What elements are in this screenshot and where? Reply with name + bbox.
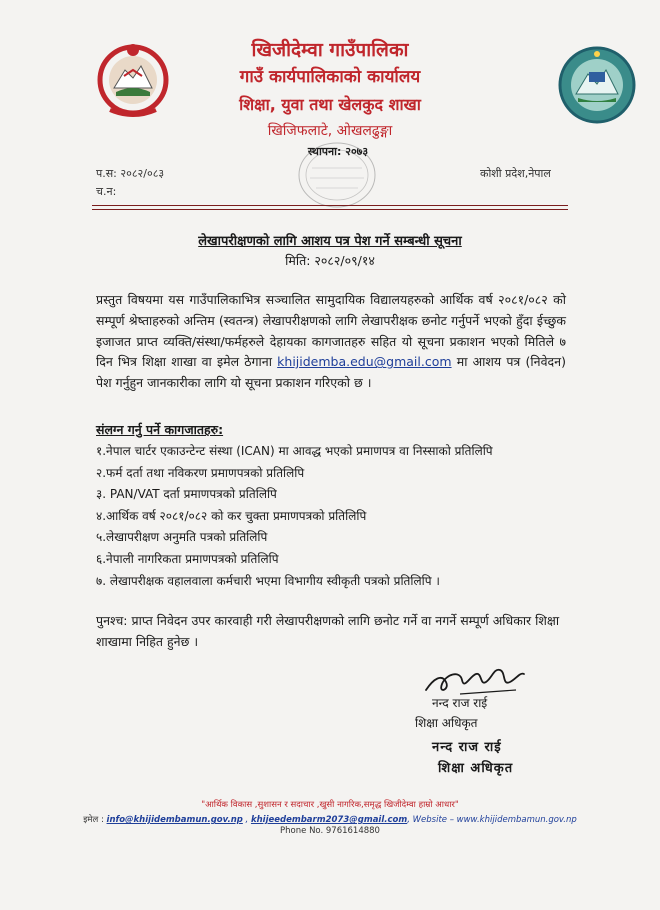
office-stamp-icon [296,140,378,210]
dispatch-number: च.न: [96,185,117,198]
organization-name: खिजीदेम्वा गाउँपालिका [251,39,409,61]
notice-title: लेखापरीक्षणको लागि आशय पत्र पेश गर्ने सम्बन्धी सूचना [198,234,462,249]
footer-website[interactable]: , Website – www.khijidembamun.gov.np [407,815,577,825]
documents-list [96,441,576,592]
notice-body [96,290,566,394]
footer-phone: Phone No. 9761614880 [280,826,380,836]
office-address: खिजिफलाटे, ओखलढुङ्गा [267,123,393,139]
list-item: ६.नेपाली नागरिकता प्रमाणपत्रको प्रतिलिपि [96,551,279,566]
footer-email-link-secondary[interactable]: khijeedembarm2073@gmail.com [250,815,408,825]
documents-heading: संलग्न गर्नु पर्ने कागजातहरु: [96,422,224,437]
list-item: १.नेपाल चार्टर एकाउन्टेन्ट संस्था (ICAN) मा आवद्ध भएको प्रमाणपत्र वा निस्साको प्रतिलिपि [96,444,493,458]
reference-number: प.स: २०८२/०८३ [96,167,165,180]
signatory-title-stamp: शिक्षा अधिकृत [438,761,514,776]
header-divider [92,205,568,206]
footer-contact: इमेल : info@khijidembamun.gov.np , khijeedembarm2073@gmail.com, Website – www.khijidembamun.gov.np [83,815,577,825]
established-year: स्थापना: २०७३ [307,145,369,158]
notice-body-part1: प्रस्तुत विषयमा यस गाउँपालिकाभित्र सञ्चालित सामुदायिक विद्यालयहरुको आर्थिक वर्ष २०८१/०८२ को सम्पूर्ण श्रेष्ताहरुको अन्तिम (स्वतन्त्र) लेखापरीक्षणको लागि लेखापरीक्षक छनोट गर्नुपर्ने भएको हुँदा ईच्छुक इजाजत प्राप्त व्यक्ति/संस्था/फर्महरुले देहायका कागजातहरु सहित यो सूचना प्रकाशन भएको मितिले ७ दिन भित्र शिक्षा शाखा वा इमेल ठेगाना [96,292,566,370]
notice-body-part2: मा आशय पत्र (निवेदन) पेश गर्नुहुन जानकारीका लागि यो सूचना प्रकाशन गरिएको छ । [96,354,566,391]
list-item: ५.लेखापरीक्षण अनुमति पत्रको प्रतिलिपि [96,530,268,545]
signatory-title-handwritten: शिक्षा अधिकृत [415,716,478,730]
list-item: ७. लेखापरीक्षक वहालवाला कर्मचारी भएमा विभागीय स्वीकृती पत्रको प्रतिलिपि । [96,573,440,588]
signatory-name-stamp: नन्द राज राई [432,740,502,755]
list-item: ३. PAN/VAT दर्ता प्रमाणपत्रको प्रतिलिपि [96,487,277,502]
footer-slogan: "आर्थिक विकास ,सुशासन र सदाचार ,खुसी नागरिक,समृद्ध खिजीदेम्वा हाम्रो आधार" [201,800,459,810]
office-name: गाउँ कार्यपालिकाको कार्यालय [239,67,421,87]
postscript-note: पुनश्च: प्राप्त निवेदन उपर कारवाही गरी लेखापरीक्षणको लागि छनोट गर्ने वा नगर्ने सम्पूर्ण अधिकार शिक्षा शाखामा निहित हुनेछ । [96,613,560,649]
province-label: कोशी प्रदेश,नेपाल [480,167,551,180]
contact-email-link[interactable]: khijidemba.edu@gmail.com [277,354,452,370]
list-item: २.फर्म दर्ता तथा नविकरण प्रमाणपत्रको प्रतिलिपि [96,465,305,480]
header-divider-secondary [92,209,568,210]
signatory-name-handwritten: नन्द राज राई [432,696,488,710]
notice-date: मिति: २०८२/०९/१४ [285,253,375,268]
footer-email-label: इमेल : [83,815,104,825]
footer-email-link-primary[interactable]: info@khijidembamun.gov.np [106,815,243,825]
list-item: ४.आर्थिक वर्ष २०८१/०८२ को कर चुक्ता प्रमाणपत्रको प्रतिलिपि [96,508,367,523]
notice-title-wrap [0,231,660,249]
branch-name: शिक्षा, युवा तथा खेलकुद शाखा [239,95,421,114]
